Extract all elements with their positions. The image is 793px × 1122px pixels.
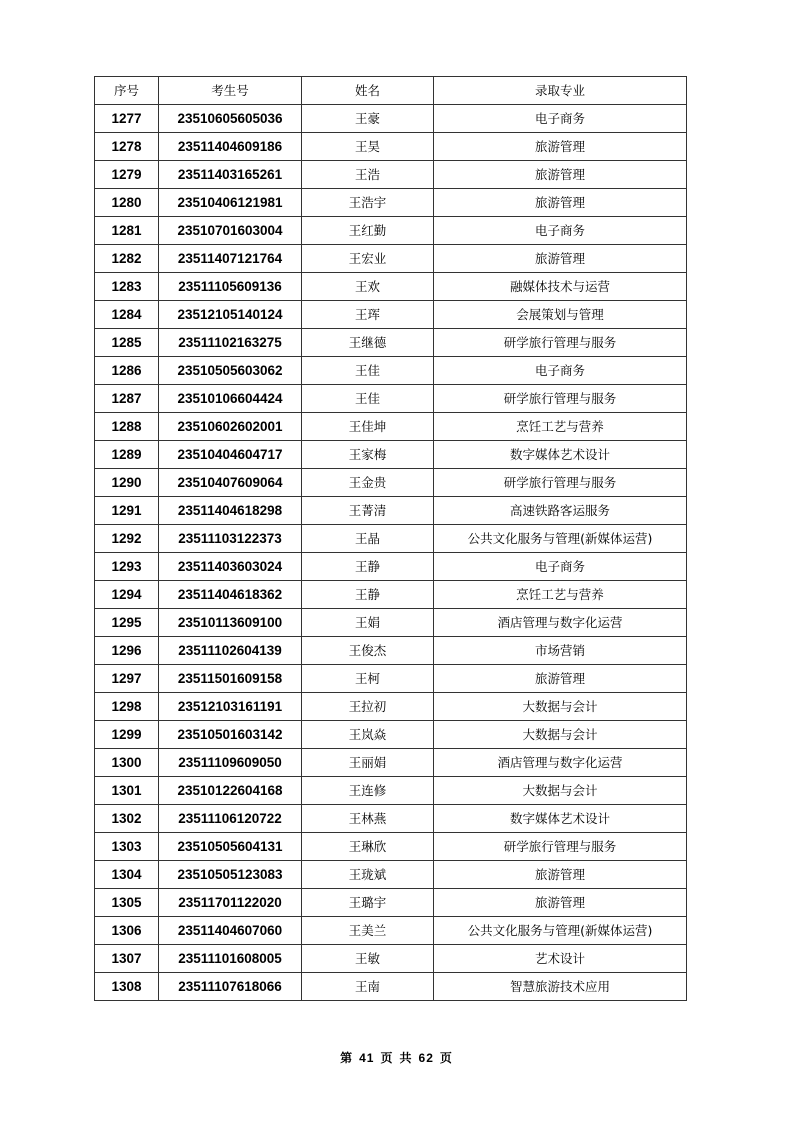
- cell-major: 电子商务: [434, 217, 687, 245]
- table-row: [95, 805, 687, 833]
- cell-seq: 1291: [95, 497, 159, 525]
- table-row: [95, 665, 687, 693]
- table-row: [95, 245, 687, 273]
- cell-exam-id: 23511101608005: [159, 945, 302, 973]
- cell-name: 王岚焱: [302, 721, 434, 749]
- cell-seq: 1293: [95, 553, 159, 581]
- total-pages: 62: [418, 1051, 434, 1065]
- cell-name: 王琳欣: [302, 833, 434, 861]
- table-row: [95, 273, 687, 301]
- cell-exam-id: 23511404618362: [159, 581, 302, 609]
- cell-seq: 1305: [95, 889, 159, 917]
- cell-exam-id: 23511404609186: [159, 133, 302, 161]
- cell-major: 数字媒体艺术设计: [434, 441, 687, 469]
- cell-major: 大数据与会计: [434, 777, 687, 805]
- table-row: [95, 525, 687, 553]
- footer-mid1: 页: [380, 1051, 394, 1065]
- cell-name: 王晶: [302, 525, 434, 553]
- cell-exam-id: 23510406121981: [159, 189, 302, 217]
- header-name: 姓名: [302, 77, 434, 105]
- cell-seq: 1282: [95, 245, 159, 273]
- cell-seq: 1285: [95, 329, 159, 357]
- table-row: [95, 553, 687, 581]
- cell-major: 公共文化服务与管理(新媒体运营): [434, 917, 687, 945]
- cell-name: 王丽娟: [302, 749, 434, 777]
- current-page: 41: [359, 1051, 375, 1065]
- cell-exam-id: 23510501603142: [159, 721, 302, 749]
- cell-seq: 1286: [95, 357, 159, 385]
- cell-seq: 1296: [95, 637, 159, 665]
- table-row: [95, 357, 687, 385]
- cell-major: 旅游管理: [434, 889, 687, 917]
- cell-seq: 1278: [95, 133, 159, 161]
- table-row: [95, 161, 687, 189]
- cell-exam-id: 23511407121764: [159, 245, 302, 273]
- cell-exam-id: 23511102604139: [159, 637, 302, 665]
- cell-exam-id: 23511107618066: [159, 973, 302, 1001]
- cell-major: 旅游管理: [434, 861, 687, 889]
- cell-exam-id: 23510701603004: [159, 217, 302, 245]
- cell-major: 会展策划与管理: [434, 301, 687, 329]
- cell-major: 酒店管理与数字化运营: [434, 749, 687, 777]
- cell-exam-id: 23511501609158: [159, 665, 302, 693]
- cell-major: 市场营销: [434, 637, 687, 665]
- cell-exam-id: 23510407609064: [159, 469, 302, 497]
- cell-exam-id: 23510113609100: [159, 609, 302, 637]
- cell-major: 电子商务: [434, 357, 687, 385]
- cell-exam-id: 23511404607060: [159, 917, 302, 945]
- cell-seq: 1288: [95, 413, 159, 441]
- cell-major: 智慧旅游技术应用: [434, 973, 687, 1001]
- cell-seq: 1290: [95, 469, 159, 497]
- cell-name: 王静: [302, 581, 434, 609]
- cell-name: 王娟: [302, 609, 434, 637]
- cell-seq: 1306: [95, 917, 159, 945]
- cell-name: 王昊: [302, 133, 434, 161]
- cell-name: 王珑斌: [302, 861, 434, 889]
- cell-seq: 1301: [95, 777, 159, 805]
- cell-major: 融媒体技术与运营: [434, 273, 687, 301]
- header-major: 录取专业: [434, 77, 687, 105]
- table-row: [95, 413, 687, 441]
- table-row: [95, 609, 687, 637]
- cell-name: 王浩: [302, 161, 434, 189]
- cell-major: 旅游管理: [434, 161, 687, 189]
- cell-name: 王俊杰: [302, 637, 434, 665]
- cell-name: 王珲: [302, 301, 434, 329]
- table-row: [95, 749, 687, 777]
- cell-major: 数字媒体艺术设计: [434, 805, 687, 833]
- cell-exam-id: 23511102163275: [159, 329, 302, 357]
- cell-seq: 1298: [95, 693, 159, 721]
- cell-major: 研学旅行管理与服务: [434, 469, 687, 497]
- table-row: [95, 133, 687, 161]
- cell-major: 电子商务: [434, 553, 687, 581]
- header-exam-id: 考生号: [159, 77, 302, 105]
- cell-seq: 1277: [95, 105, 159, 133]
- table-row: [95, 777, 687, 805]
- cell-major: 大数据与会计: [434, 693, 687, 721]
- table-row: [95, 301, 687, 329]
- cell-exam-id: 23511403165261: [159, 161, 302, 189]
- cell-name: 王家梅: [302, 441, 434, 469]
- table-row: [95, 637, 687, 665]
- cell-major: 研学旅行管理与服务: [434, 833, 687, 861]
- cell-major: 旅游管理: [434, 189, 687, 217]
- cell-seq: 1280: [95, 189, 159, 217]
- cell-seq: 1304: [95, 861, 159, 889]
- cell-exam-id: 23512105140124: [159, 301, 302, 329]
- page-footer: [0, 1049, 793, 1066]
- cell-major: 烹饪工艺与营养: [434, 413, 687, 441]
- cell-name: 王连修: [302, 777, 434, 805]
- cell-name: 王继德: [302, 329, 434, 357]
- table-header-row: [95, 77, 687, 105]
- cell-exam-id: 23510605605036: [159, 105, 302, 133]
- cell-name: 王佳: [302, 385, 434, 413]
- cell-seq: 1295: [95, 609, 159, 637]
- cell-name: 王豪: [302, 105, 434, 133]
- cell-major: 酒店管理与数字化运营: [434, 609, 687, 637]
- header-seq: 序号: [95, 77, 159, 105]
- cell-name: 王璐宇: [302, 889, 434, 917]
- cell-major: 艺术设计: [434, 945, 687, 973]
- cell-name: 王敏: [302, 945, 434, 973]
- cell-seq: 1308: [95, 973, 159, 1001]
- table-row: [95, 217, 687, 245]
- cell-seq: 1279: [95, 161, 159, 189]
- cell-exam-id: 23510122604168: [159, 777, 302, 805]
- cell-exam-id: 23510505603062: [159, 357, 302, 385]
- admission-table: [94, 76, 687, 1001]
- cell-exam-id: 23510404604717: [159, 441, 302, 469]
- table-row: [95, 497, 687, 525]
- cell-name: 王浩宇: [302, 189, 434, 217]
- cell-exam-id: 23510602602001: [159, 413, 302, 441]
- table-row: [95, 889, 687, 917]
- cell-name: 王金贵: [302, 469, 434, 497]
- cell-major: 高速铁路客运服务: [434, 497, 687, 525]
- cell-seq: 1294: [95, 581, 159, 609]
- cell-seq: 1281: [95, 217, 159, 245]
- cell-exam-id: 23511105609136: [159, 273, 302, 301]
- cell-major: 旅游管理: [434, 665, 687, 693]
- footer-prefix: 第: [340, 1051, 354, 1065]
- cell-seq: 1292: [95, 525, 159, 553]
- cell-major: 研学旅行管理与服务: [434, 329, 687, 357]
- cell-seq: 1284: [95, 301, 159, 329]
- cell-exam-id: 23510505604131: [159, 833, 302, 861]
- cell-seq: 1289: [95, 441, 159, 469]
- table-row: [95, 189, 687, 217]
- cell-seq: 1307: [95, 945, 159, 973]
- table-row: [95, 693, 687, 721]
- cell-name: 王宏业: [302, 245, 434, 273]
- cell-name: 王林燕: [302, 805, 434, 833]
- table-row: [95, 105, 687, 133]
- cell-major: 研学旅行管理与服务: [434, 385, 687, 413]
- cell-exam-id: 23511404618298: [159, 497, 302, 525]
- table-row: [95, 833, 687, 861]
- cell-major: 烹饪工艺与营养: [434, 581, 687, 609]
- cell-name: 王菁清: [302, 497, 434, 525]
- cell-name: 王美兰: [302, 917, 434, 945]
- cell-name: 王柯: [302, 665, 434, 693]
- cell-major: 大数据与会计: [434, 721, 687, 749]
- table-row: [95, 945, 687, 973]
- cell-name: 王佳坤: [302, 413, 434, 441]
- cell-seq: 1283: [95, 273, 159, 301]
- cell-seq: 1303: [95, 833, 159, 861]
- cell-name: 王拉初: [302, 693, 434, 721]
- table-row: [95, 721, 687, 749]
- table-row: [95, 581, 687, 609]
- cell-name: 王红勤: [302, 217, 434, 245]
- cell-major: 旅游管理: [434, 133, 687, 161]
- cell-exam-id: 23510505123083: [159, 861, 302, 889]
- cell-exam-id: 23510106604424: [159, 385, 302, 413]
- cell-exam-id: 23511403603024: [159, 553, 302, 581]
- cell-exam-id: 23511103122373: [159, 525, 302, 553]
- cell-seq: 1302: [95, 805, 159, 833]
- cell-name: 王欢: [302, 273, 434, 301]
- cell-name: 王南: [302, 973, 434, 1001]
- table-row: [95, 861, 687, 889]
- cell-major: 电子商务: [434, 105, 687, 133]
- cell-seq: 1287: [95, 385, 159, 413]
- footer-suffix: 页: [439, 1051, 453, 1065]
- cell-name: 王静: [302, 553, 434, 581]
- cell-major: 旅游管理: [434, 245, 687, 273]
- footer-mid2: 共: [399, 1051, 413, 1065]
- cell-exam-id: 23512103161191: [159, 693, 302, 721]
- table-row: [95, 973, 687, 1001]
- cell-seq: 1300: [95, 749, 159, 777]
- cell-exam-id: 23511109609050: [159, 749, 302, 777]
- table-row: [95, 469, 687, 497]
- cell-seq: 1299: [95, 721, 159, 749]
- cell-exam-id: 23511106120722: [159, 805, 302, 833]
- cell-exam-id: 23511701122020: [159, 889, 302, 917]
- table-row: [95, 329, 687, 357]
- table-row: [95, 385, 687, 413]
- table-row: [95, 917, 687, 945]
- cell-name: 王佳: [302, 357, 434, 385]
- cell-major: 公共文化服务与管理(新媒体运营): [434, 525, 687, 553]
- table-row: [95, 441, 687, 469]
- cell-seq: 1297: [95, 665, 159, 693]
